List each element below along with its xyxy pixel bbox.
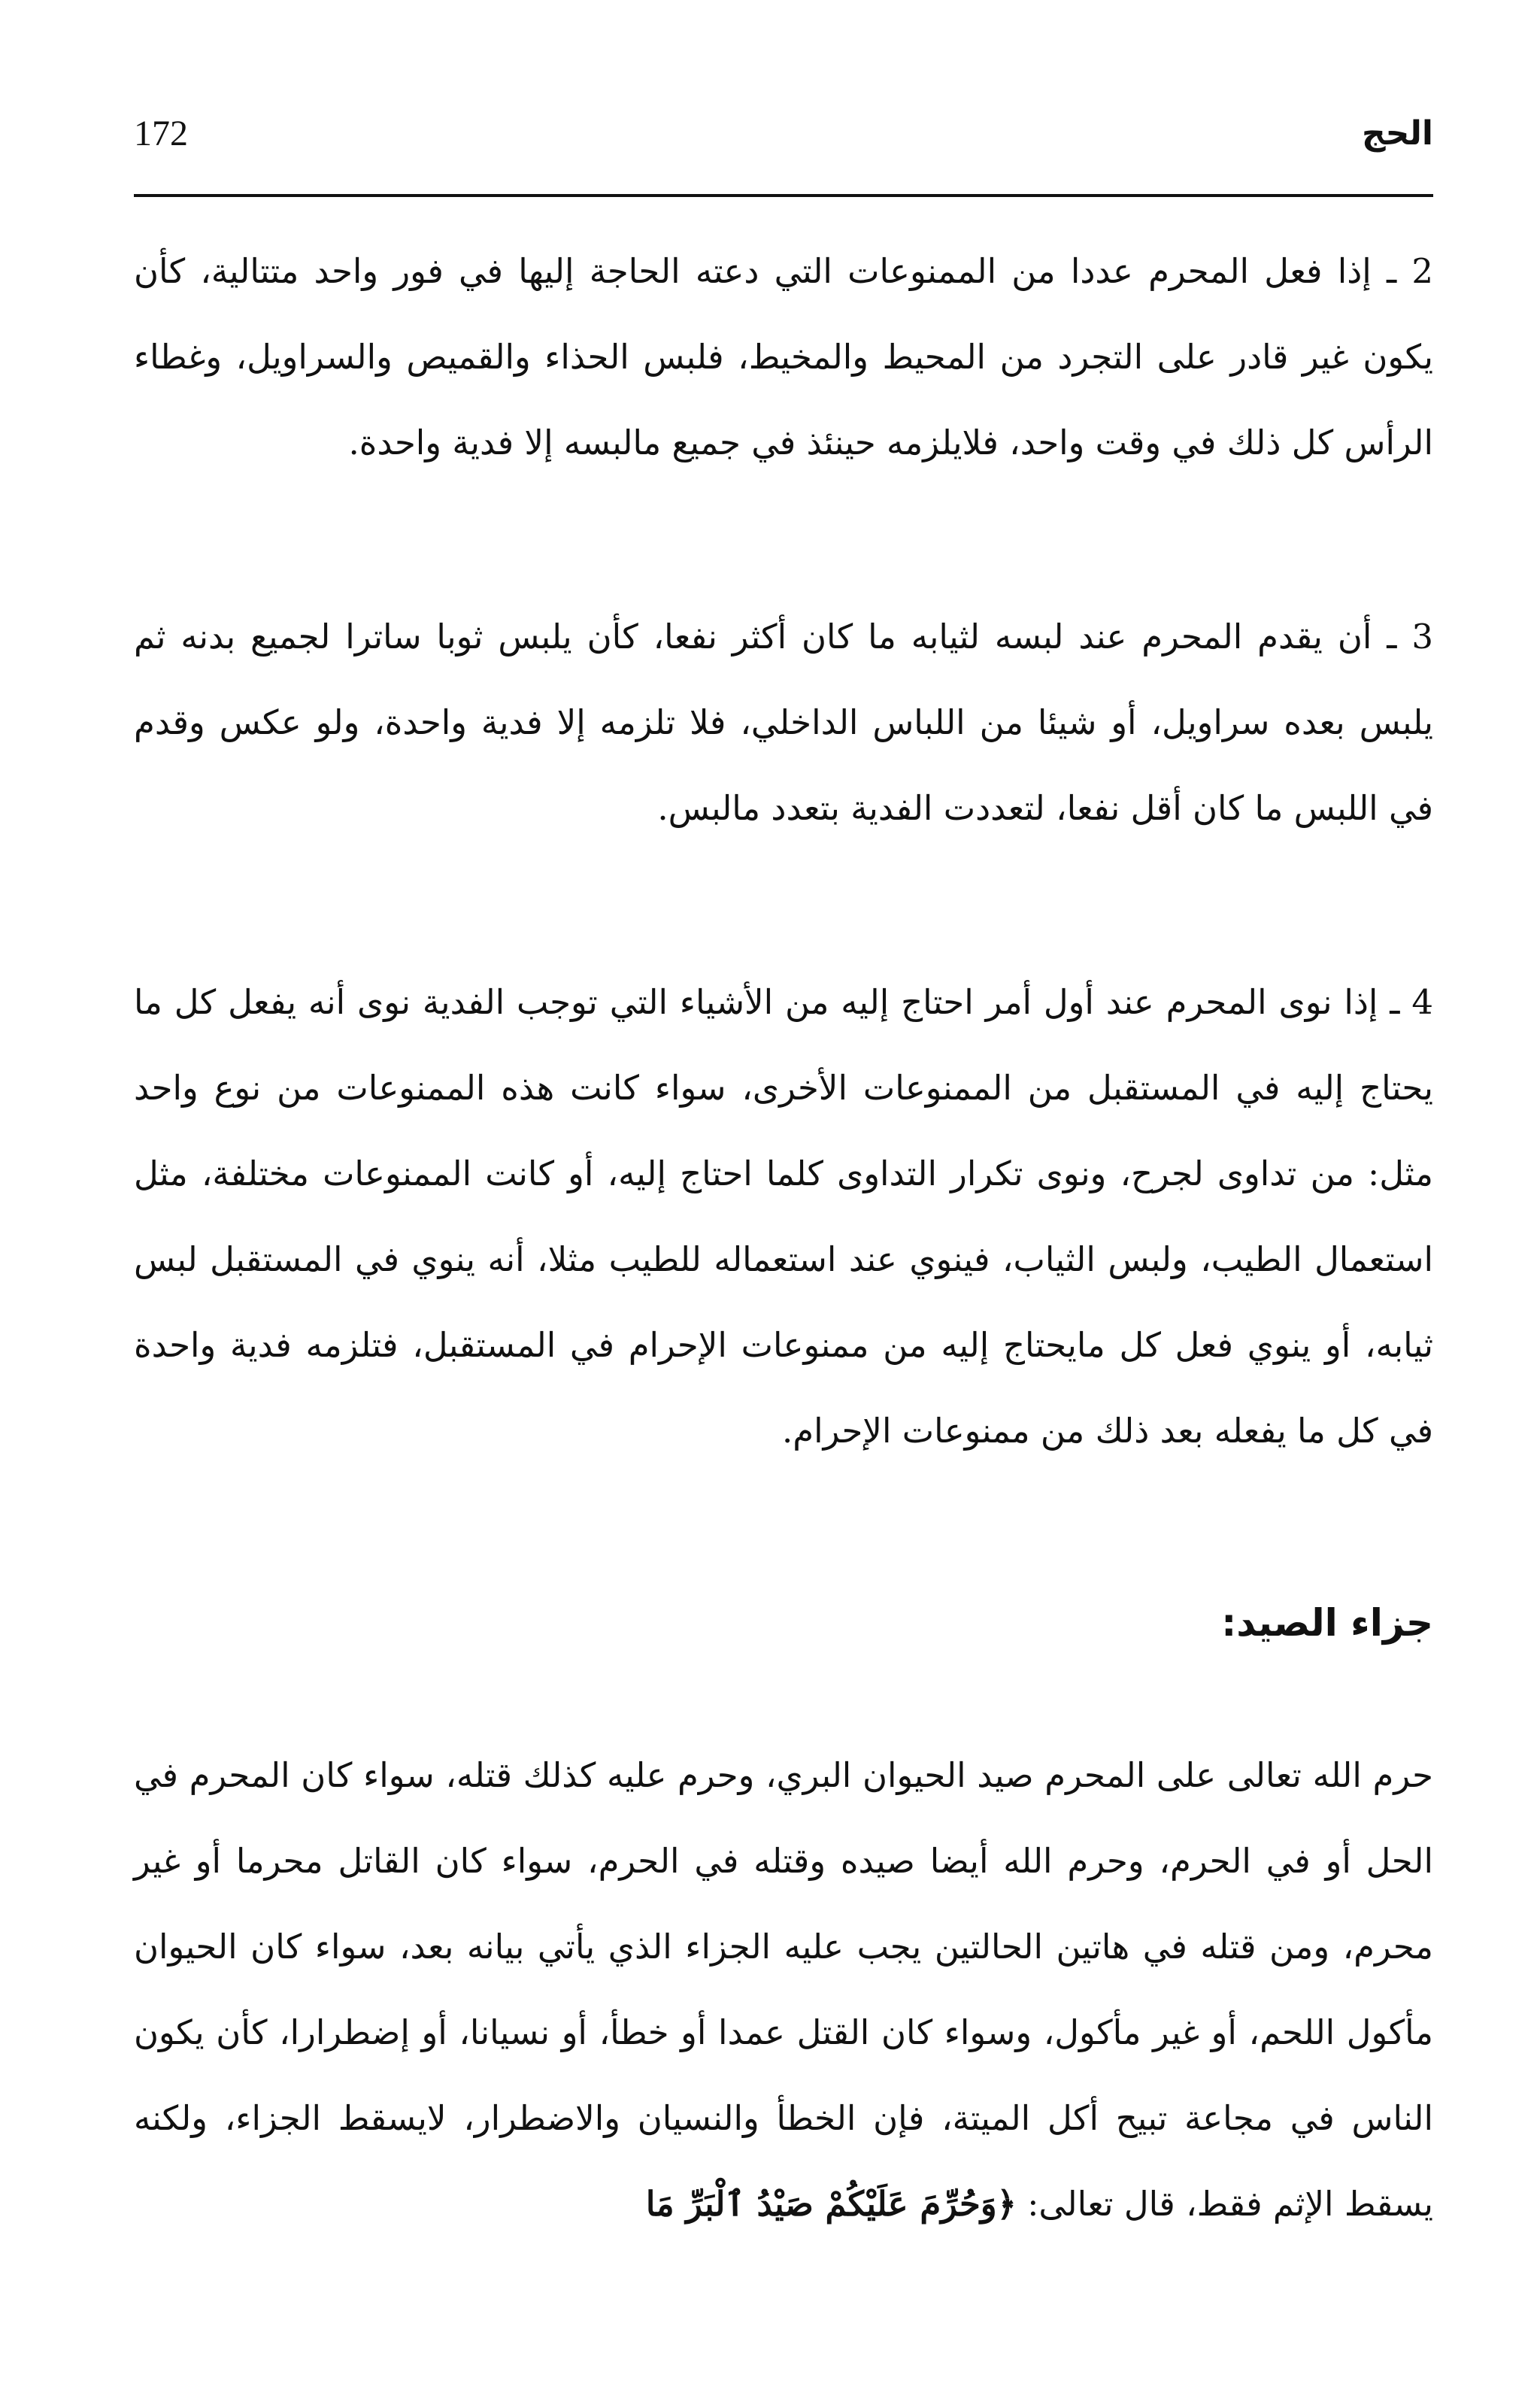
running-title: الحج (1361, 114, 1433, 153)
paragraph-item-4: 4 ـ إذا نوى المحرم عند أول أمر احتاج إليه من الأشياء التي توجب الفدية نوى أنه يفعل كل ما يحتاج إليه في المستقبل من الممنوعات الأخرى، سواء كانت هذه الممنوعات من نوع واحد مثل: من تداوى لجرح، ونوى تكرار التداوى كلما احتاج إليه، أو كانت الممنوعات مختلفة، مثل استعمال الطيب، ولبس الثياب، فينوي عند استعماله للطيب مثلا، أنه ينوي في المستقبل لبس ثيابه، أو ينوي فعل كل مايحتاج إليه من ممنوعات الإحرام في المستقبل، فتلزمه فدية واحدة في كل ما يفعله بعد ذلك من ممنوعات الإحرام. (134, 982, 1433, 1451)
page-number: 172 (134, 114, 188, 153)
section-heading: جزاء الصيد: (1221, 1601, 1433, 1645)
paragraph-item-2: 2 ـ إذا فعل المحرم عددا من الممنوعات التي دعته الحاجة إليها في فور واحد متتالية، كأن يكون غير قادر على التجرد من المحيط والمخيط، فلبس الحذاء والقميص والسراويل، وغطاء الرأس كل ذلك في وقت واحد، فلايلزمه حينئذ في جميع مالبسه إلا فدية واحدة. (134, 251, 1433, 463)
paragraph-item-3: 3 ـ أن يقدم المحرم عند لبسه لثيابه ما كان أكثر نفعا، كأن يلبس ثوبا ساترا لجميع بدنه ثم يلبس بعده سراويل، أو شيئا من اللباس الداخلي، فلا تلزمه إلا فدية واحدة، ولو عكس وقدم في اللبس ما كان أقل نفعا، لتعددت الفدية بتعدد مالبس. (134, 617, 1433, 828)
section-paragraph (134, 1733, 1433, 2247)
quran-excerpt: ﴿وَحُرِّمَ عَلَيْكُمْ صَيْدُ ٱلْبَرِّ مَا (645, 2184, 1017, 2224)
section-body-text: حرم الله تعالى على المحرم صيد الحيوان البري، وحرم عليه كذلك قتله، سواء كان المحرم في الحل أو في الحرم، وحرم الله أيضا صيده وقتله في الحرم، سواء كان القاتل محرما أو غير محرم، ومن قتله في هاتين الحالتين يجب عليه الجزاء الذي يأتي بيانه بعد، سواء كان الحيوان مأكول اللحم، أو غير مأكول، وسواء كان القتل عمدا أو خطأ، أو نسيانا، أو إضطرارا، كأن يكون الناس في مجاعة تبيح أكل الميتة، فإن الخطأ والنسيان والاضطرار، لايسقط الجزاء، ولكنه يسقط الإثم فقط، قال تعالى: (134, 1755, 1433, 2224)
page-header (134, 110, 1433, 159)
header-divider (134, 194, 1433, 197)
